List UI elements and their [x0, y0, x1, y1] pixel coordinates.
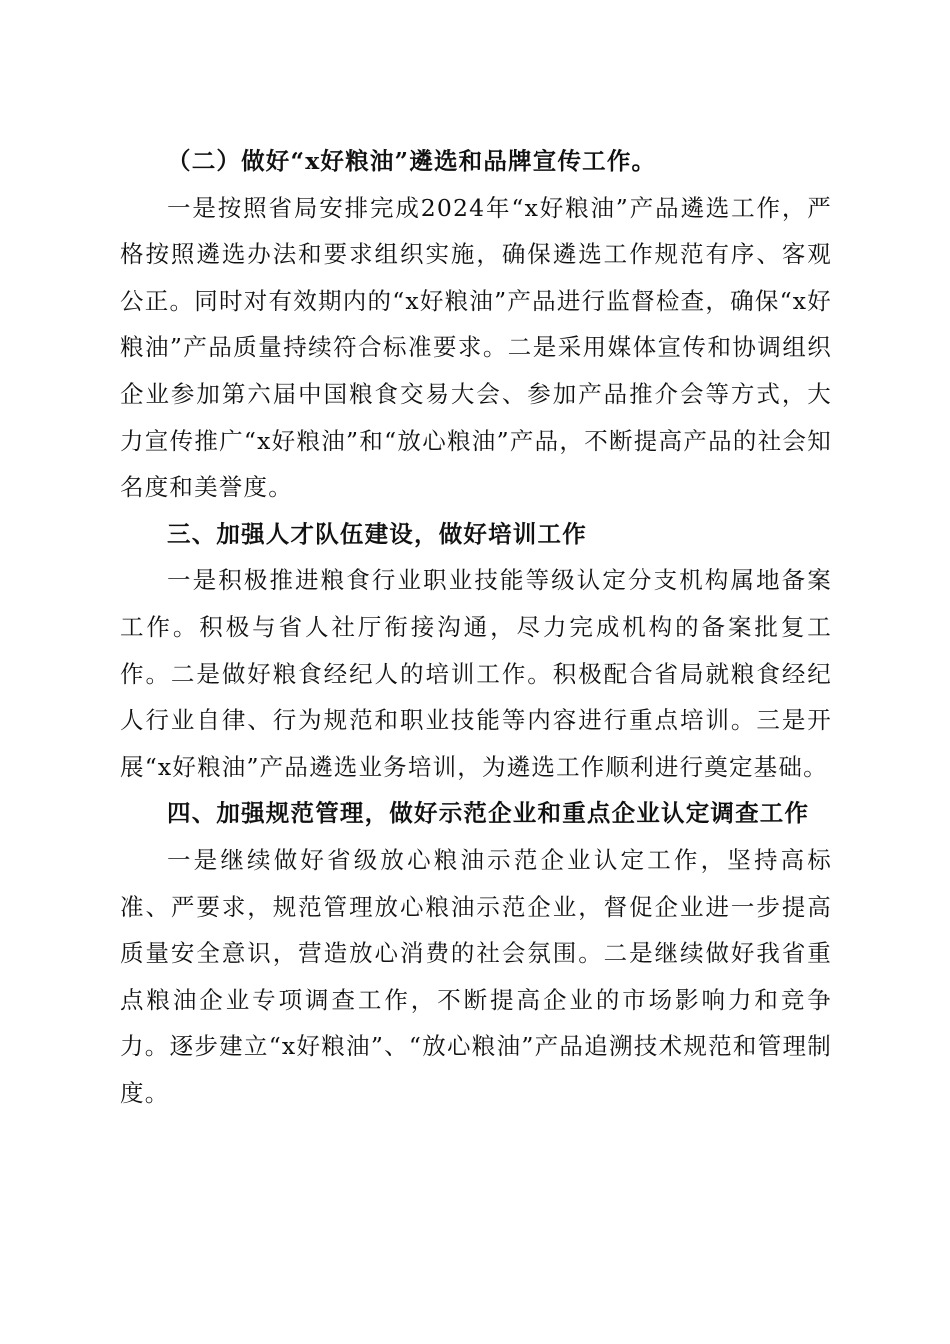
paragraph-enterprise-certification: 一是继续做好省级放心粮油示范企业认定工作，坚持高标准、严要求，规范管理放心粮油示范企业，督促企业进一步提高质量安全意识，营造放心消费的社会氛围。二是继续做好我省重点粮油企业专项调查工作，不断提高企业的市场影响力和竞争力。逐步建立“x好粮油”、“放心粮油”产品追溯技术规范和管理制度。: [120, 845, 832, 1107]
paragraph-selection-and-promotion: 一是按照省局安排完成2024年“x好粮油”产品遴选工作，严格按照遴选办法和要求组织实施，确保遴选工作规范有序、客观公正。同时对有效期内的“x好粮油”产品进行监督检查，确保“x好粮油”产品质量持续符合标准要求。二是采用媒体宣传和协调组织企业参加第六届中国粮食交易大会、参加产品推介会等方式，大力宣传推广“x好粮油”和“放心粮油”产品，不断提高产品的社会知名度和美誉度。: [120, 193, 832, 502]
heading-standard-management: 四、加强规范管理，做好示范企业和重点企业认定调查工作: [167, 799, 810, 828]
subheading-brand-promotion: （二）做好“x好粮油”遴选和品牌宣传工作。: [167, 147, 657, 175]
paragraph-training-work: 一是积极推进粮食行业职业技能等级认定分支机构属地备案工作。积极与省人社厅衔接沟通，尽力完成机构的备案批复工作。二是做好粮食经纪人的培训工作。积极配合省局就粮食经纪人行业自律、行为规范和职业技能等内容进行重点培训。三是开展“x好粮油”产品遴选业务培训，为遴选工作顺利进行奠定基础。: [120, 566, 832, 781]
heading-talent-training: 三、加强人才队伍建设，做好培训工作: [167, 519, 587, 548]
document-body: [120, 138, 832, 1116]
